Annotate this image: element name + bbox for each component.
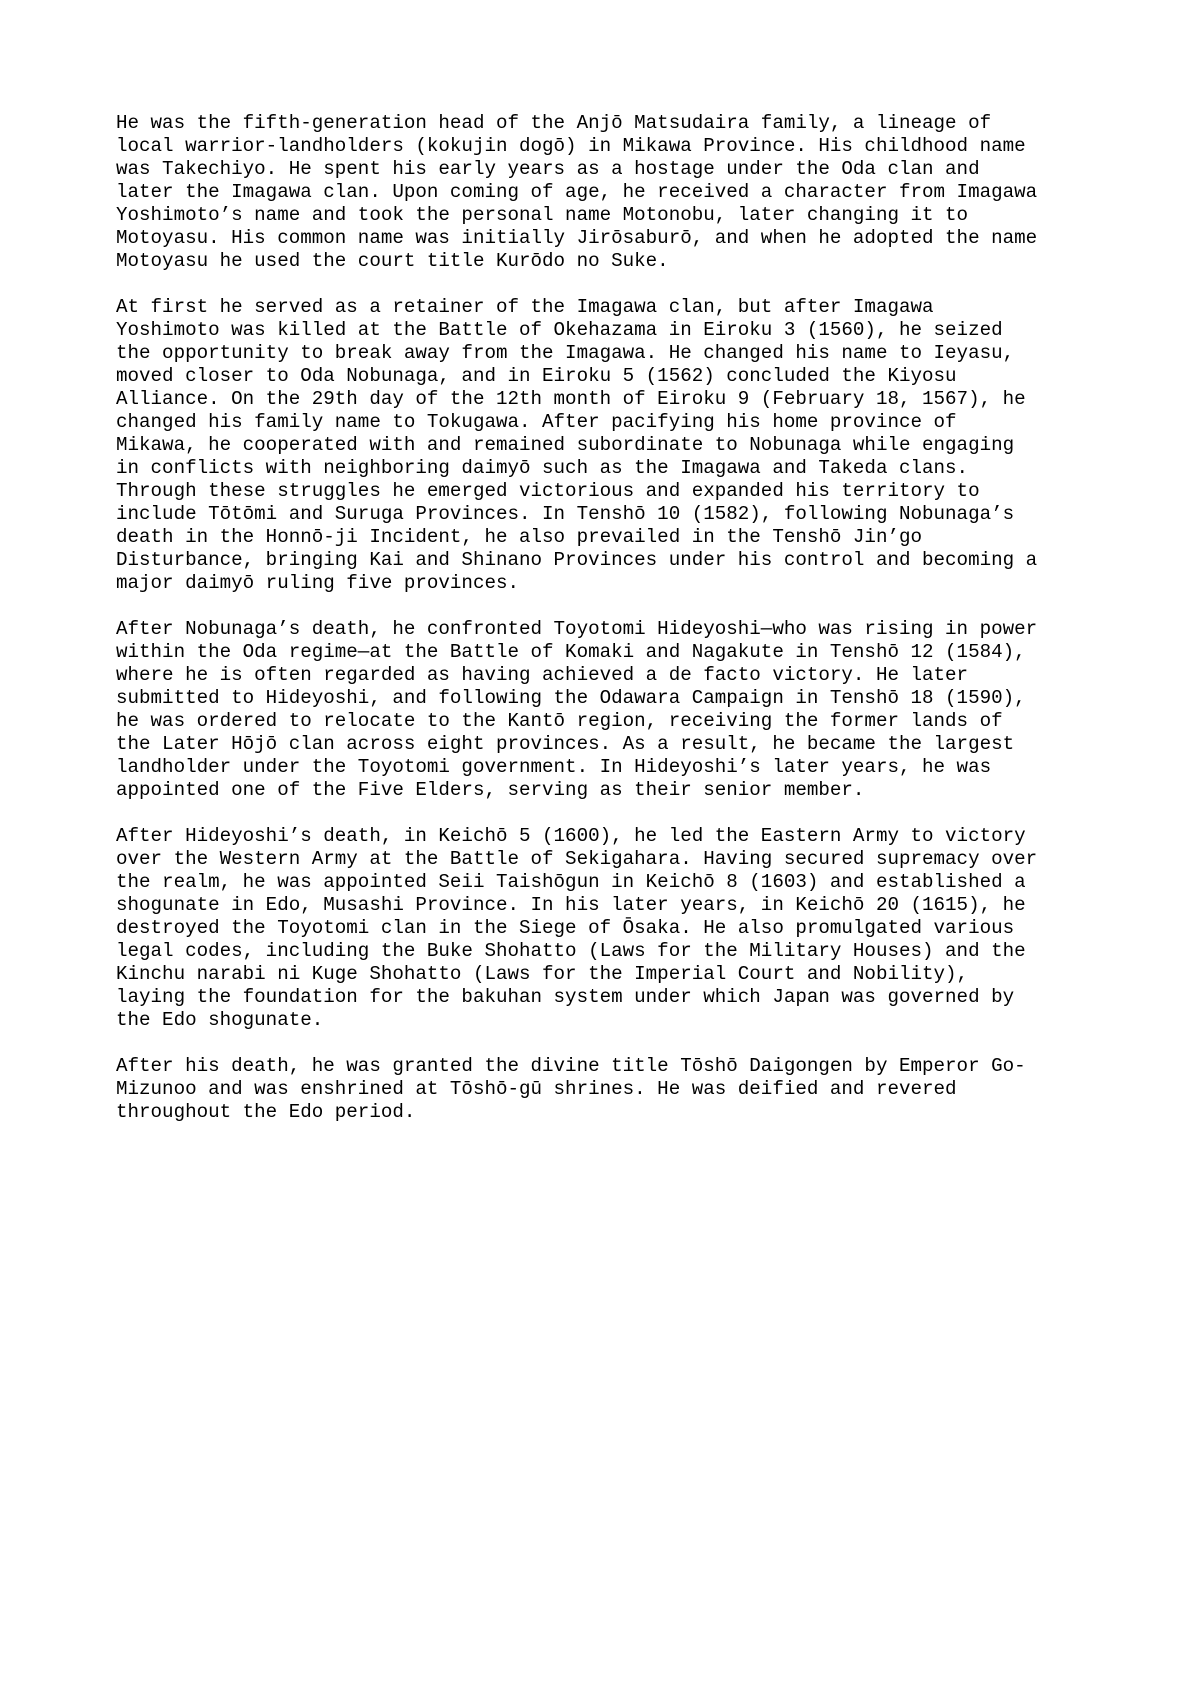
paragraph-shogunate: After Hideyoshi’s death, in Keichō 5 (1600), he led the Eastern Army to victory over the Western Army at the Battle of Sekigahara. Having secured supremacy over the realm, he was appointed Seii Taishōgun in Keichō 8 (1603) and established a shogunate in Edo, Musashi Province. In his later years, in Keichō 20 (1615), he destroyed the Toyotomi clan in the Siege of Ōsaka. He also promulgated various legal codes, including the Buke Shohatto (Laws for the Military Houses) and the Kinchu narabi ni Kuge Shohatto (Laws for the Imperial Court and Nobility), laying the foundation for the bakuhan system under which Japan was governed by the Edo shogunate. [116, 825, 1038, 1031]
paragraph-deification: After his death, he was granted the divine title Tōshō Daigongen by Emperor Go- Mizunoo and was enshrined at Tōshō-gū shrines. He was deified and revered throughout the Edo period. [116, 1055, 1026, 1123]
paragraph-hideyoshi-era: After Nobunaga’s death, he confronted Toyotomi Hideyoshi—who was rising in power within the Oda regime—at the Battle of Komaki and Nagakute in Tenshō 12 (1584), where he is often regarded as having achieved a de facto victory. He later submitted to Hideyoshi, and following the Odawara Campaign in Tenshō 18 (1590), he was ordered to relocate to the Kantō region, receiving the former lands of the Later Hōjō clan across eight provinces. As a result, he became the largest landholder under the Toyotomi government. In Hideyoshi’s later years, he was appointed one of the Five Elders, serving as their senior member. [116, 618, 1038, 801]
paragraph-early-life: He was the fifth-generation head of the Anjō Matsudaira family, a lineage of local warrior-landholders (kokujin dogō) in Mikawa Province. His childhood name was Takechiyo. He spent his early years as a hostage under the Oda clan and later the Imagawa clan. Upon coming of age, he received a character from Imagawa Yoshimoto’s name and took the personal name Motonobu, later changing it to Motoyasu. His common name was initially Jirōsaburō, and when he adopted the name Motoyasu he used the court title Kurōdo no Suke. [116, 112, 1038, 272]
document-page [116, 112, 1116, 1147]
paragraph-rise-to-power: At first he served as a retainer of the Imagawa clan, but after Imagawa Yoshimoto was killed at the Battle of Okehazama in Eiroku 3 (1560), he seized the opportunity to break away from the Imagawa. He changed his name to Ieyasu, moved closer to Oda Nobunaga, and in Eiroku 5 (1562) concluded the Kiyosu Alliance. On the 29th day of the 12th month of Eiroku 9 (February 18, 1567), he changed his family name to Tokugawa. After pacifying his home province of Mikawa, he cooperated with and remained subordinate to Nobunaga while engaging in conflicts with neighboring daimyō such as the Imagawa and Takeda clans. Through these struggles he emerged victorious and expanded his territory to include Tōtōmi and Suruga Provinces. In Tenshō 10 (1582), following Nobunaga’s death in the Honnō-ji Incident, he also prevailed in the Tenshō Jin’go Disturbance, bringing Kai and Shinano Provinces under his control and becoming a major daimyō ruling five provinces. [116, 296, 1038, 594]
